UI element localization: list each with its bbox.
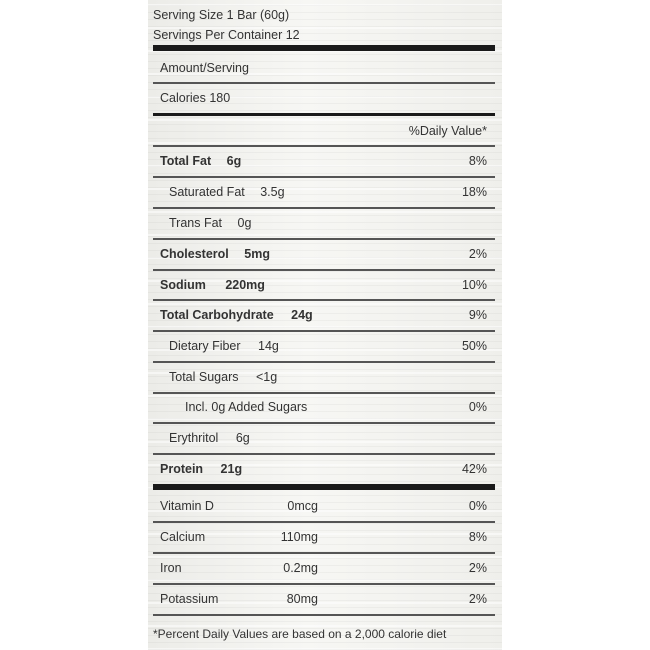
nutrient-dv: 9% — [468, 308, 487, 322]
nutrient-row-saturated-fat — [169, 185, 285, 200]
serving-size: Serving Size 1 Bar (60g) — [153, 8, 290, 22]
divider — [153, 238, 495, 240]
divider — [153, 269, 495, 271]
nutrient-amount: 220mg — [225, 278, 265, 292]
nutrient-name: Total Carbohydrate — [160, 308, 274, 322]
nutrient-row-total-carbohydrate — [160, 308, 313, 323]
vitamin-amount: 80mg — [286, 592, 318, 606]
nutrient-row-erythritol — [169, 431, 250, 446]
nutrient-name: Saturated Fat — [169, 185, 245, 199]
divider — [153, 552, 495, 554]
vitamin-amount: 0.2mg — [283, 561, 318, 575]
vitamin-dv: 2% — [468, 592, 487, 606]
nutrient-name: Total Fat — [160, 154, 212, 168]
thick-divider — [153, 45, 495, 51]
nutrient-dv: 18% — [461, 185, 487, 199]
nutrient-name: Sodium — [160, 278, 206, 292]
daily-value-header: %Daily Value* — [408, 124, 487, 138]
footnote: *Percent Daily Values are based on a 2,000 calorie diet — [153, 627, 447, 641]
divider — [153, 330, 495, 332]
nutrient-amount: <1g — [255, 370, 278, 384]
nutrient-dv: 0% — [468, 400, 487, 414]
nutrient-row-total-fat — [160, 154, 241, 169]
nutrient-amount: 21g — [220, 462, 243, 476]
nutrient-row-sodium — [160, 278, 265, 293]
calories: Calories 180 — [160, 91, 231, 105]
vitamin-dv: 2% — [468, 561, 487, 575]
divider — [153, 176, 495, 178]
nutrient-dv: 10% — [461, 278, 487, 292]
nutrient-dv: 50% — [461, 339, 487, 353]
nutrient-amount: 6g — [235, 431, 250, 445]
divider — [153, 422, 495, 424]
nutrient-name: Incl. 0g Added Sugars — [185, 400, 308, 414]
vitamin-row-potassium-name: Potassium — [160, 592, 219, 606]
servings-per-container: Servings Per Container 12 — [153, 28, 300, 42]
divider — [153, 145, 495, 147]
nutrient-dv: 8% — [468, 154, 487, 168]
nutrient-row-protein — [160, 462, 242, 477]
nutrient-amount: 0g — [237, 216, 252, 230]
nutrient-row-total-sugars — [169, 370, 277, 385]
nutrient-name: Cholesterol — [160, 247, 229, 261]
vitamin-amount: 110mg — [280, 530, 318, 544]
nutrient-amount: 6g — [226, 154, 242, 168]
nutrient-amount: 5mg — [244, 247, 270, 261]
nutrient-dv: 42% — [461, 462, 487, 476]
amount-per-serving: Amount/Serving — [160, 61, 249, 75]
divider — [153, 453, 495, 455]
divider — [153, 361, 495, 363]
divider — [153, 207, 495, 209]
divider — [153, 299, 495, 301]
nutrient-row-trans-fat — [169, 216, 251, 231]
vitamin-row-vitamin-d-name: Vitamin D — [160, 499, 214, 513]
nutrient-name: Erythritol — [169, 431, 219, 445]
divider — [153, 614, 495, 616]
vitamin-row-calcium-name: Calcium — [160, 530, 206, 544]
nutrient-name: Trans Fat — [169, 216, 223, 230]
nutrient-row-dietary-fiber — [169, 339, 279, 354]
nutrient-name: Total Sugars — [169, 370, 239, 384]
vitamin-row-iron-name: Iron — [160, 561, 182, 575]
vitamin-amount: 0mcg — [287, 499, 318, 513]
divider — [153, 583, 495, 585]
vitamin-dv: 0% — [468, 499, 487, 513]
divider — [153, 82, 495, 84]
divider — [153, 392, 495, 394]
nutrient-name: Dietary Fiber — [169, 339, 241, 353]
medium-divider — [153, 113, 495, 116]
nutrient-row-added-sugars — [185, 400, 307, 415]
nutrient-name: Protein — [160, 462, 204, 476]
nutrient-amount: 24g — [291, 308, 313, 322]
thick-divider — [153, 484, 495, 490]
nutrient-dv: 2% — [468, 247, 487, 261]
nutrient-amount: 3.5g — [260, 185, 285, 199]
nutrient-amount: 14g — [258, 339, 279, 353]
divider — [153, 521, 495, 523]
nutrient-row-cholesterol — [160, 247, 270, 262]
vitamin-dv: 8% — [468, 530, 487, 544]
